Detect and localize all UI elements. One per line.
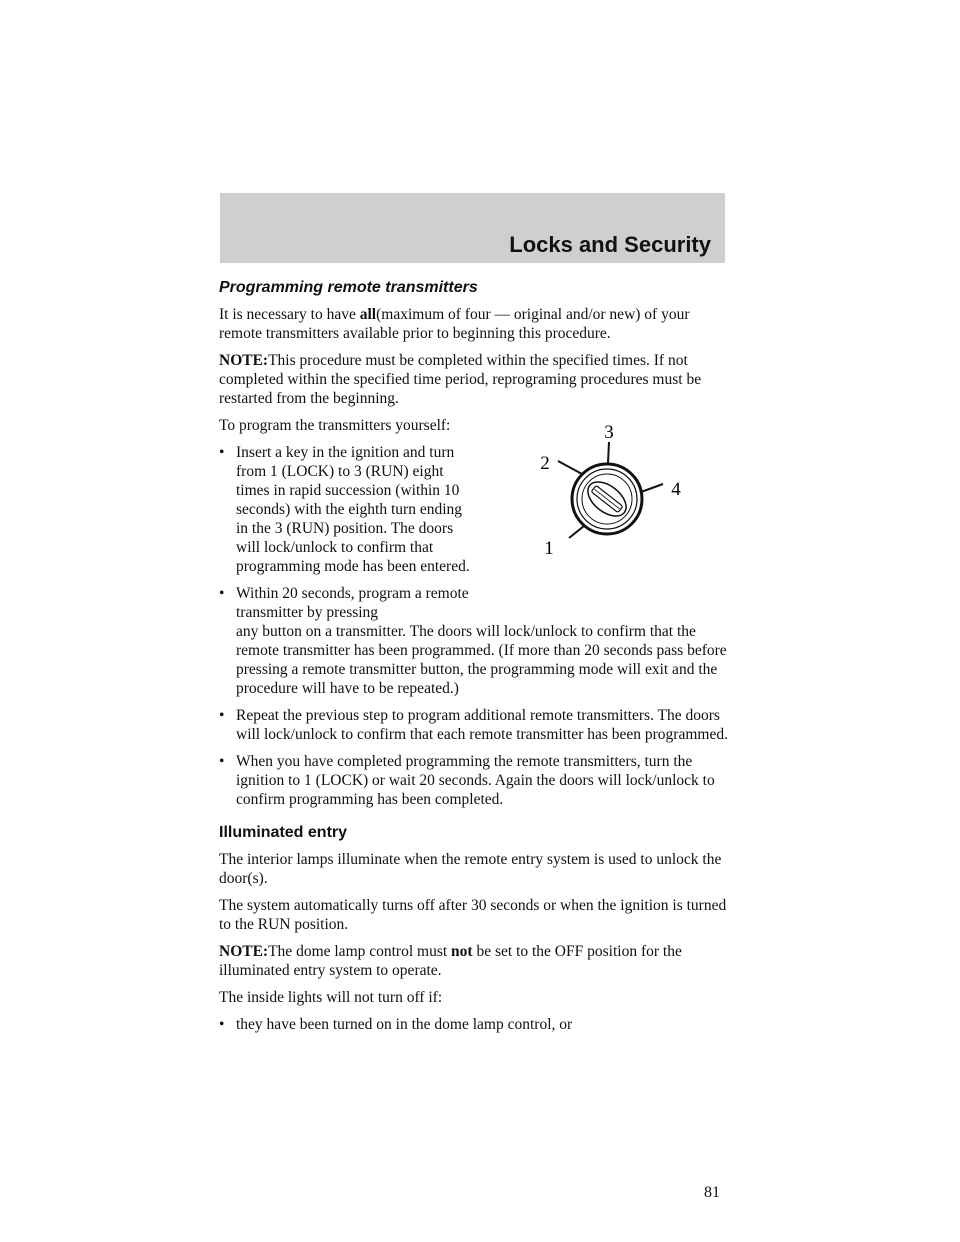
list-item: • Repeat the previous step to program additional remote transmitters. The doors will lock/unlock to confirm that each remote transmitter has been programmed. bbox=[219, 707, 728, 743]
ignition-lock-icon bbox=[572, 464, 642, 534]
ignition-switch-diagram bbox=[517, 416, 697, 566]
position-label-3: 3 bbox=[604, 422, 614, 443]
programming-note: NOTE:This procedure must be completed within the specified times. If not completed within the specified time period, reprograming procedures must be restarted from the beginning. bbox=[219, 352, 702, 407]
bullet-icon: • bbox=[219, 585, 225, 602]
list-item: • Within 20 seconds, program a remote transmitter by pressing bbox=[219, 585, 469, 621]
position-4-line bbox=[641, 484, 663, 492]
illuminated-note: NOTE:The dome lamp control must not be set to the OFF position for the illuminated entry system to operate. bbox=[219, 943, 682, 979]
list-item-continuation: any button on a transmitter. The doors will lock/unlock to confirm that the remote transmitter has been programmed. (If more than 20 seconds pass before pressing a remote transmitter button, the programming mode will exit and the procedure will have to be repeated.) bbox=[236, 623, 727, 697]
programming-intro: It is necessary to have all(maximum of four — original and/or new) of your remote transmitters available prior to beginning this procedure. bbox=[219, 306, 690, 342]
note-label: NOTE: bbox=[219, 352, 269, 369]
bullet-icon: • bbox=[219, 1016, 225, 1033]
section-title: Locks and Security bbox=[509, 232, 711, 257]
position-2-line bbox=[558, 461, 582, 474]
page-content bbox=[219, 278, 729, 1042]
note-label: NOTE: bbox=[219, 943, 269, 960]
position-label-4: 4 bbox=[671, 479, 681, 500]
bullet-icon: • bbox=[219, 707, 225, 724]
programming-heading: Programming remote transmitters bbox=[219, 279, 478, 296]
bullet-icon: • bbox=[219, 444, 225, 461]
list-item: • When you have completed programming the remote transmitters, turn the ignition to 1 (LOCK) or wait 20 seconds. Again the doors will lock/unlock to confirm programming has been completed. bbox=[219, 753, 715, 808]
position-label-1: 1 bbox=[544, 538, 554, 559]
section-header-band bbox=[220, 193, 725, 263]
position-label-2: 2 bbox=[540, 453, 550, 474]
illuminated-lead: The inside lights will not turn off if: bbox=[219, 989, 443, 1006]
bullet-icon: • bbox=[219, 753, 225, 770]
emphasis-not: not bbox=[451, 943, 473, 960]
position-1-line bbox=[569, 526, 584, 538]
illuminated-entry-heading: Illuminated entry bbox=[219, 824, 348, 841]
position-3-line bbox=[608, 442, 609, 463]
illuminated-p1: The interior lamps illuminate when the remote entry system is used to unlock the door(s). bbox=[219, 851, 722, 887]
programming-lead: To program the transmitters yourself: bbox=[219, 417, 451, 434]
illuminated-p2: The system automatically turns off after 30 seconds or when the ignition is turned to the RUN position. bbox=[219, 897, 727, 933]
page-number: 81 bbox=[704, 1184, 720, 1201]
emphasis-all: all bbox=[359, 306, 377, 323]
list-item: • Insert a key in the ignition and turn from 1 (LOCK) to 3 (RUN) eight times in rapid succession (within 10 seconds) with the eighth turn ending in the 3 (RUN) position. The doors will lock/unlock to confirm that programming mode has been entered. bbox=[219, 444, 470, 575]
list-item: • they have been turned on in the dome lamp control, or bbox=[219, 1016, 573, 1033]
